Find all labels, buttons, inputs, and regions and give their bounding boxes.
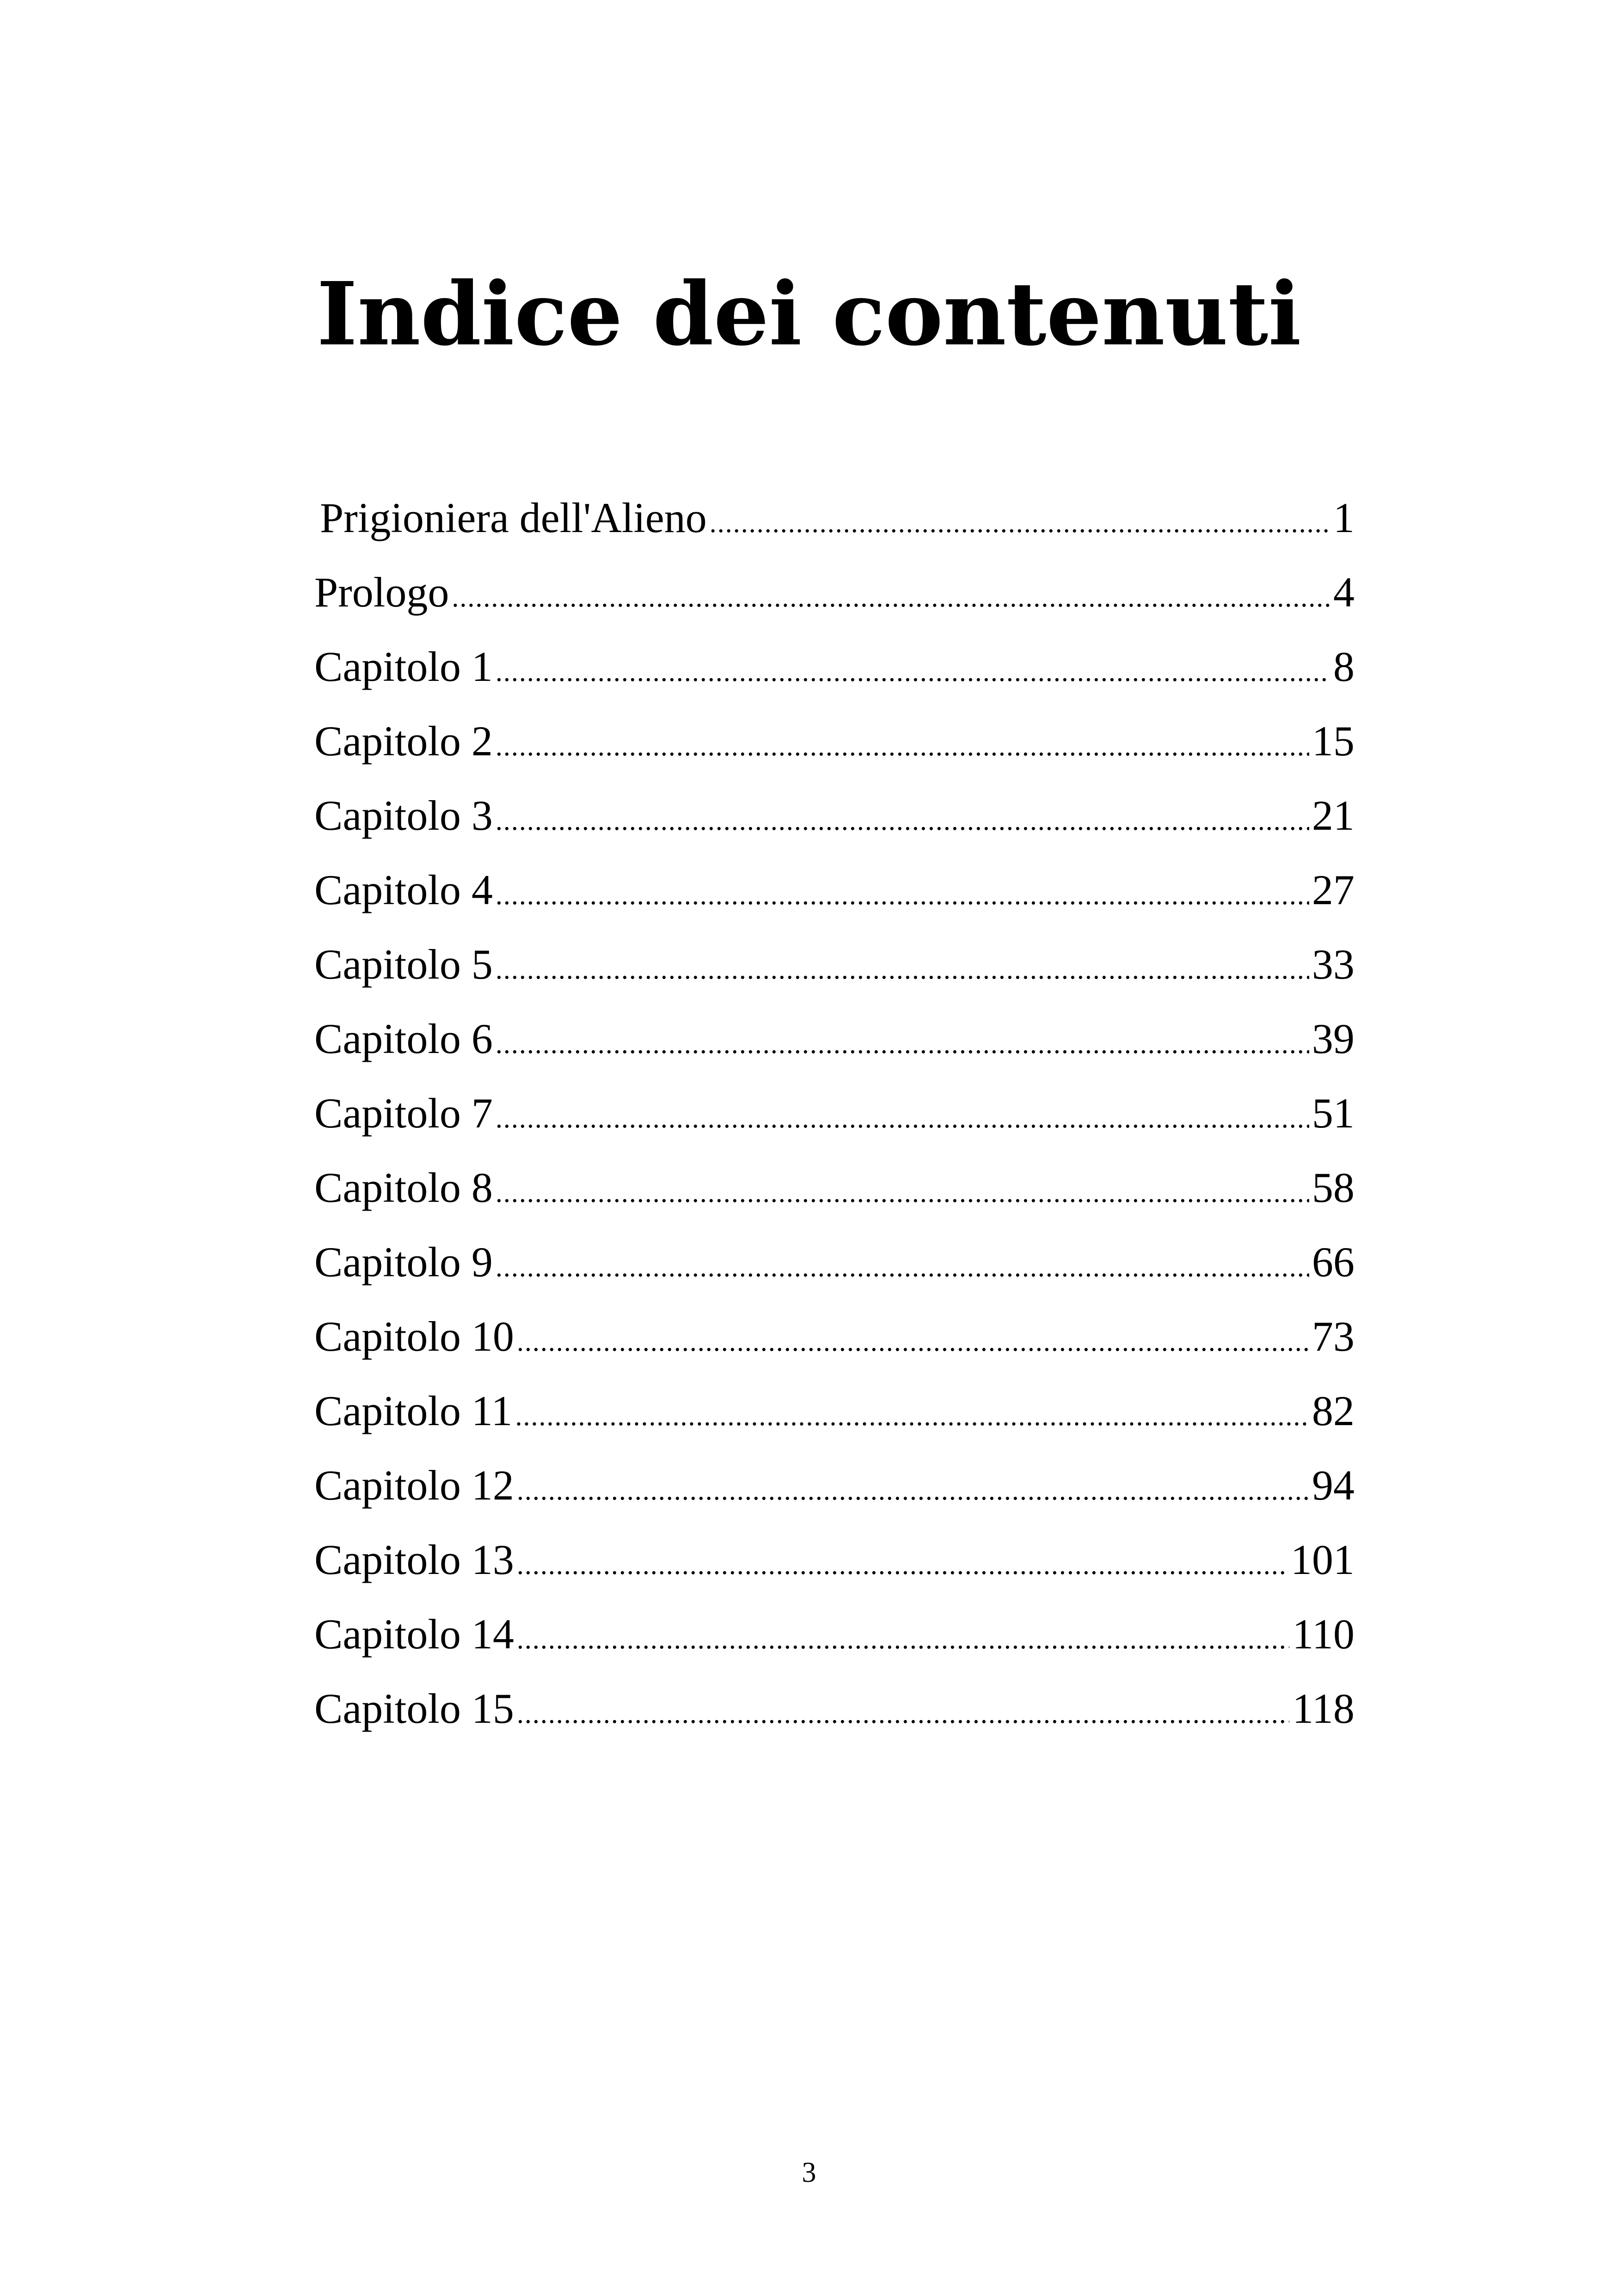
toc-entry-label: Capitolo 1 [314, 643, 493, 690]
toc-entry[interactable] [314, 1457, 1354, 1532]
toc-entry-page: 73 [1312, 1313, 1354, 1360]
toc-entry[interactable] [314, 862, 1354, 937]
toc-dot-leader [496, 644, 1330, 699]
toc-entry-page: 33 [1312, 941, 1354, 988]
toc-dot-leader [515, 1388, 1309, 1444]
toc-entry-label: Capitolo 9 [314, 1238, 493, 1286]
toc-dot-leader [496, 1239, 1309, 1295]
toc-entry-page: 15 [1312, 717, 1354, 765]
toc-entry[interactable] [314, 1309, 1354, 1383]
page-title: Indice dei contenuti [317, 263, 1301, 365]
toc-dot-leader [496, 867, 1309, 923]
toc-entry-page: 58 [1312, 1164, 1354, 1211]
toc-dot-leader [710, 495, 1330, 551]
toc-entry[interactable] [314, 1532, 1354, 1606]
toc-entry-label: Capitolo 3 [314, 792, 493, 839]
toc-dot-leader [517, 1463, 1309, 1518]
toc-entry[interactable] [314, 1234, 1354, 1309]
toc-dot-leader [496, 942, 1309, 997]
toc-entry-page: 110 [1292, 1610, 1354, 1658]
toc-entry-page: 1 [1333, 494, 1354, 541]
toc-dot-leader [517, 1314, 1309, 1369]
toc-entry[interactable] [314, 937, 1354, 1011]
toc-entry-label: Capitolo 12 [314, 1462, 514, 1509]
page-number: 3 [802, 2157, 816, 2188]
toc-dot-leader [517, 1686, 1290, 1741]
toc-entry-label: Prigioniera dell'Alieno [320, 494, 707, 541]
toc-entry[interactable] [314, 1681, 1354, 1755]
toc-entry[interactable] [314, 1085, 1354, 1160]
toc-entry-label: Capitolo 5 [314, 941, 493, 988]
toc-dot-leader [517, 1537, 1288, 1592]
toc-dot-leader [496, 718, 1309, 774]
toc-entry-page: 8 [1333, 643, 1354, 690]
table-of-contents [314, 490, 1354, 1755]
toc-dot-leader [496, 1090, 1309, 1146]
toc-entry-label: Capitolo 2 [314, 717, 493, 765]
toc-entry-page: 82 [1312, 1387, 1354, 1434]
toc-entry-label: Capitolo 4 [314, 866, 493, 913]
toc-entry-page: 27 [1312, 866, 1354, 913]
toc-entry[interactable] [314, 1383, 1354, 1457]
toc-entry[interactable] [314, 1160, 1354, 1234]
toc-dot-leader [452, 569, 1330, 625]
toc-entry-page: 51 [1312, 1090, 1354, 1137]
toc-entry-label: Capitolo 11 [314, 1387, 513, 1434]
toc-entry[interactable] [314, 713, 1354, 788]
toc-entry[interactable] [314, 1606, 1354, 1681]
toc-entry-label: Capitolo 10 [314, 1313, 514, 1360]
toc-entry[interactable] [314, 788, 1354, 862]
toc-entry-label: Prologo [314, 569, 449, 616]
toc-entry-label: Capitolo 6 [314, 1015, 493, 1062]
toc-entry-label: Capitolo 14 [314, 1610, 514, 1658]
toc-entry-label: Capitolo 15 [314, 1685, 514, 1732]
toc-entry-page: 94 [1312, 1462, 1354, 1509]
toc-dot-leader [517, 1611, 1290, 1667]
toc-entry-page: 66 [1312, 1238, 1354, 1286]
toc-entry-page: 21 [1312, 792, 1354, 839]
toc-entry-page: 118 [1292, 1685, 1354, 1732]
toc-entry[interactable] [314, 490, 1354, 564]
toc-entry-label: Capitolo 7 [314, 1090, 493, 1137]
toc-entry[interactable] [314, 1011, 1354, 1085]
toc-entry-page: 4 [1333, 569, 1354, 616]
toc-entry[interactable] [314, 639, 1354, 713]
toc-entry-label: Capitolo 8 [314, 1164, 493, 1211]
toc-dot-leader [496, 1016, 1309, 1071]
toc-dot-leader [496, 793, 1309, 848]
toc-entry-page: 39 [1312, 1015, 1354, 1062]
toc-entry-label: Capitolo 13 [314, 1536, 514, 1583]
toc-entry-page: 101 [1291, 1536, 1354, 1583]
toc-entry[interactable] [314, 564, 1354, 639]
toc-dot-leader [496, 1165, 1309, 1220]
